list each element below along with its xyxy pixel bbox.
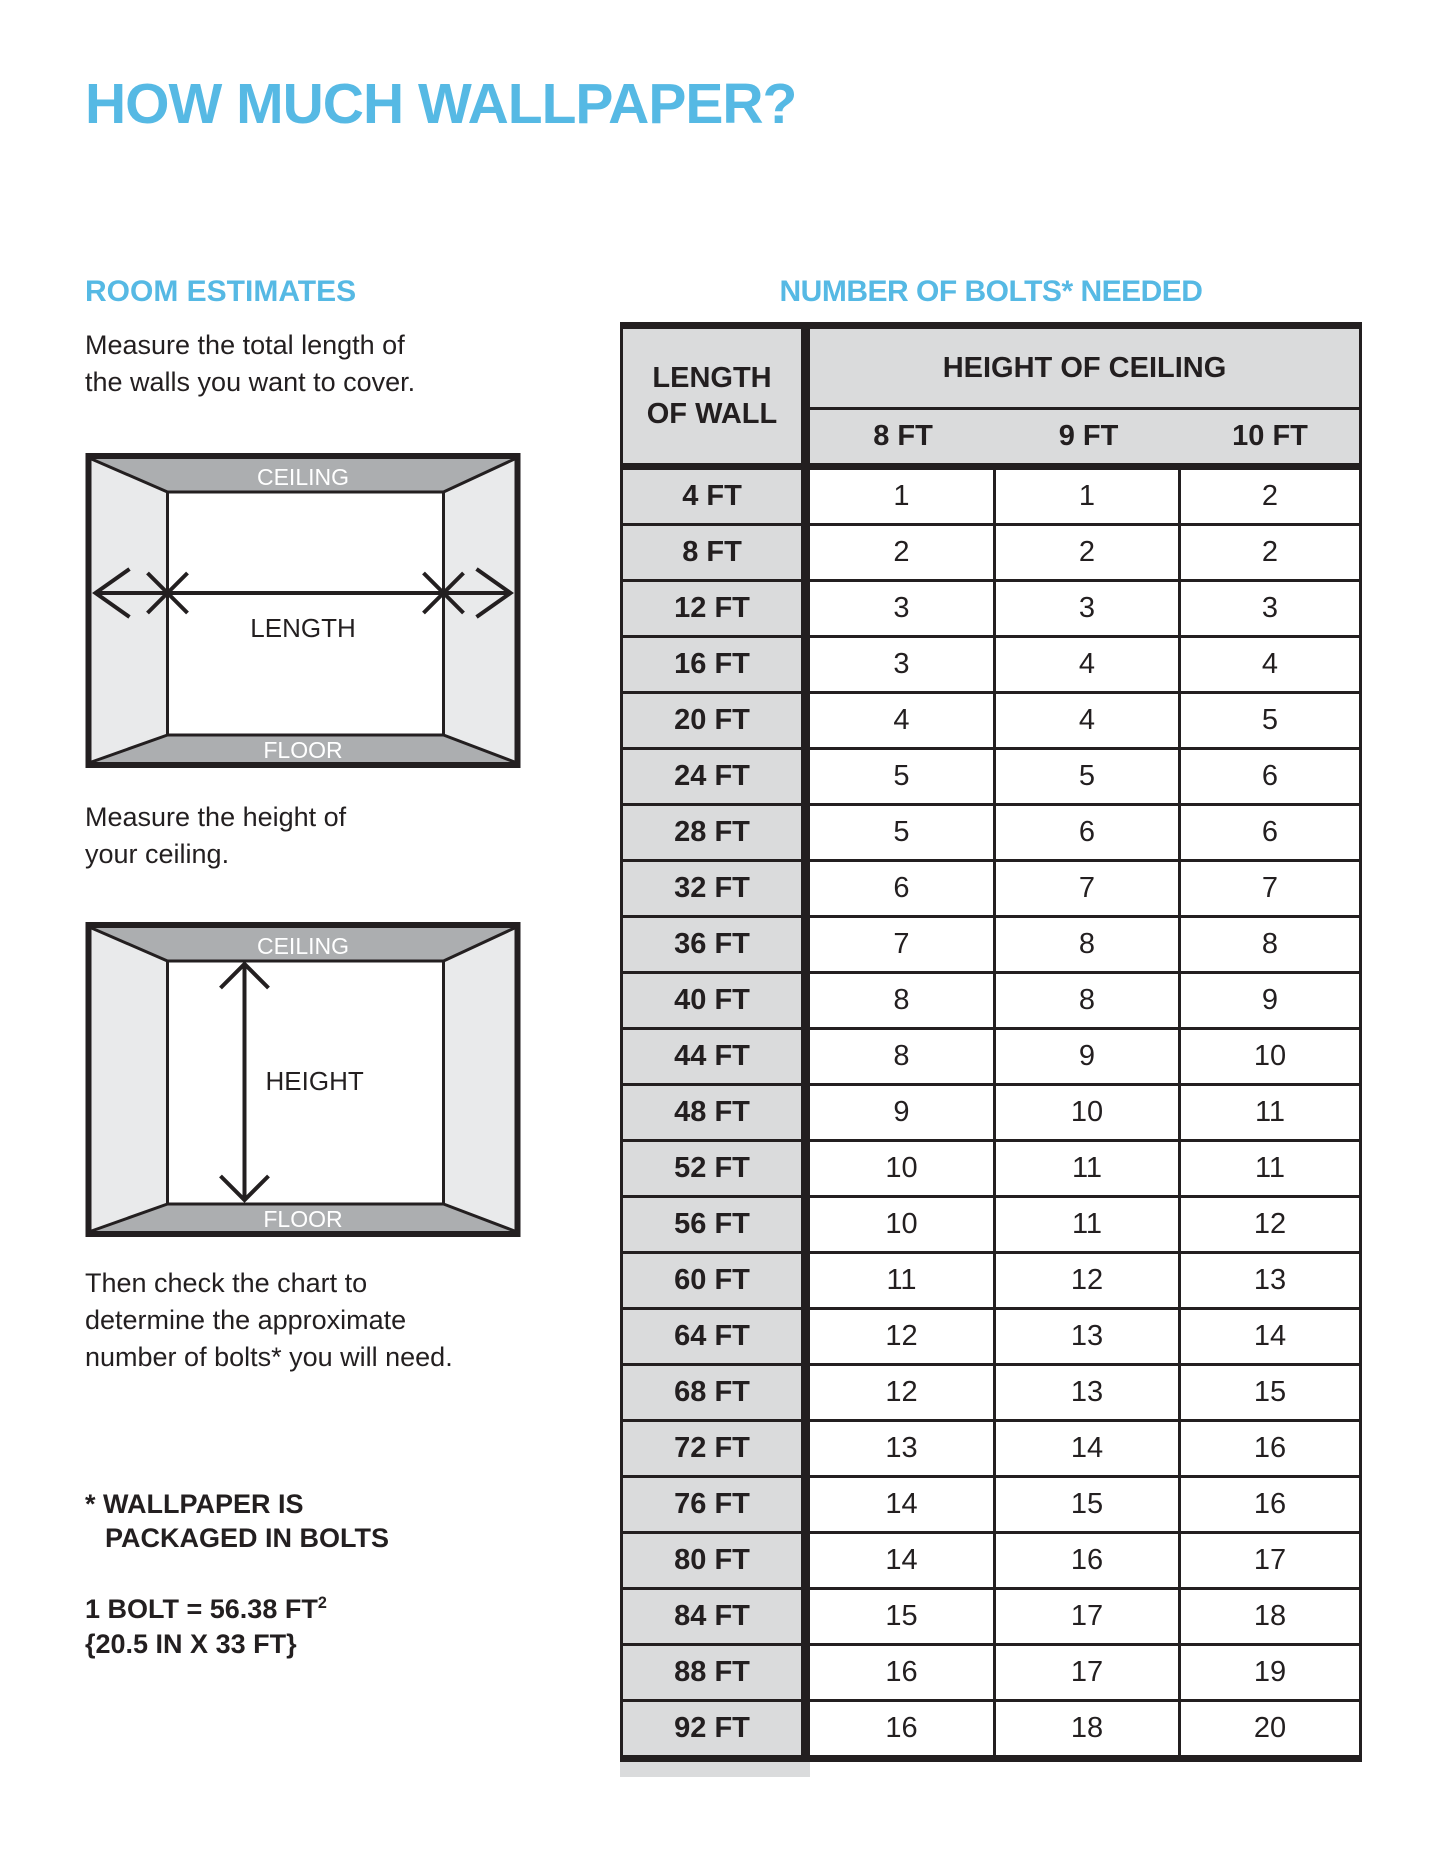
table-top-border	[620, 322, 1362, 329]
bolt-count-cell: 14	[996, 1422, 1181, 1475]
bolt-count-cell: 7	[1181, 862, 1362, 915]
bolt-count-cell: 13	[810, 1422, 996, 1475]
row-label: 56 FT	[620, 1198, 810, 1251]
bolt-count-cell: 14	[810, 1534, 996, 1587]
bolt-count-cell: 16	[1181, 1422, 1362, 1475]
row-label: 84 FT	[620, 1590, 810, 1643]
table-row	[620, 1590, 1362, 1646]
ceiling-height-header-group	[810, 329, 1362, 463]
col-header-10ft: 10 FT	[1232, 420, 1308, 452]
table-row	[620, 1310, 1362, 1366]
text-line: {20.5 IN X 33 FT}	[85, 1629, 297, 1659]
bolt-count-cell: 15	[1181, 1366, 1362, 1419]
bolts-table-rows	[620, 470, 1362, 1755]
bolt-count-cell: 15	[996, 1478, 1181, 1531]
bolt-count-cell: 12	[810, 1366, 996, 1419]
right-wall-plane	[444, 928, 515, 1231]
bolt-count-cell: 11	[1181, 1086, 1362, 1139]
measure-height-text	[85, 799, 346, 873]
text-line: Measure the total length of	[85, 330, 405, 360]
bolt-count-cell: 12	[1181, 1198, 1362, 1251]
row-label: 76 FT	[620, 1478, 810, 1531]
header-bottom-border	[620, 463, 1362, 470]
bolt-count-cell: 19	[1181, 1646, 1362, 1699]
bolt-count-cell: 13	[1181, 1254, 1362, 1307]
table-row	[620, 918, 1362, 974]
table-row	[620, 582, 1362, 638]
first-column-overhang	[620, 1762, 810, 1777]
bolt-count-cell: 5	[996, 750, 1181, 803]
header-line: OF WALL	[646, 398, 778, 430]
table-row	[620, 526, 1362, 582]
text-line: 1 BOLT = 56.38 $FT^2$	[85, 1594, 327, 1624]
bolt-spec	[85, 1586, 327, 1662]
table-row	[620, 638, 1362, 694]
row-label: 24 FT	[620, 750, 810, 803]
bolt-count-cell: 3	[996, 582, 1181, 635]
bolt-count-cell: 18	[996, 1702, 1181, 1755]
table-row	[620, 1142, 1362, 1198]
text-line: your ceiling.	[85, 839, 230, 869]
bolt-count-cell: 5	[810, 750, 996, 803]
bolt-count-cell: 8	[810, 974, 996, 1027]
col-header-8ft: 8 FT	[873, 420, 933, 452]
table-row	[620, 1646, 1362, 1702]
table-row	[620, 1030, 1362, 1086]
bolt-count-cell: 8	[996, 918, 1181, 971]
left-wall-plane	[92, 928, 168, 1231]
bolt-count-cell: 12	[996, 1254, 1181, 1307]
bolt-count-cell: 11	[1181, 1142, 1362, 1195]
bolt-count-cell: 10	[996, 1086, 1181, 1139]
bolt-count-cell: 3	[1181, 582, 1362, 635]
bolt-count-cell: 14	[1181, 1310, 1362, 1363]
bolt-count-cell: 11	[996, 1142, 1181, 1195]
bolt-count-cell: 7	[810, 918, 996, 971]
bolt-count-cell: 14	[810, 1478, 996, 1531]
table-row	[620, 470, 1362, 526]
row-label: 32 FT	[620, 862, 810, 915]
bolt-count-cell: 2	[996, 526, 1181, 579]
row-label: 60 FT	[620, 1254, 810, 1307]
table-row	[620, 1422, 1362, 1478]
room-estimates-heading: ROOM ESTIMATES	[85, 275, 357, 308]
row-label: 64 FT	[620, 1310, 810, 1363]
length-of-wall-header	[620, 329, 810, 463]
table-row	[620, 1198, 1362, 1254]
bolt-count-cell: 8	[996, 974, 1181, 1027]
bolt-count-cell: 10	[810, 1198, 996, 1251]
bolt-count-cell: 6	[1181, 806, 1362, 859]
bolt-count-cell: 4	[996, 694, 1181, 747]
row-label: 48 FT	[620, 1086, 810, 1139]
room-height-diagram	[85, 922, 521, 1237]
table-row	[620, 694, 1362, 750]
row-label: 72 FT	[620, 1422, 810, 1475]
text-line: number of bolts* you will need.	[85, 1342, 453, 1372]
table-header	[620, 329, 1362, 463]
bolt-count-cell: 11	[996, 1198, 1181, 1251]
room-length-diagram	[85, 453, 521, 768]
bolt-count-cell: 4	[810, 694, 996, 747]
ceiling-height-columns	[810, 410, 1362, 463]
col-header-9ft: 9 FT	[1058, 420, 1119, 452]
bolt-count-cell: 2	[1181, 526, 1362, 579]
table-row	[620, 1534, 1362, 1590]
height-label: HEIGHT	[265, 1066, 364, 1096]
bolt-count-cell: 8	[1181, 918, 1362, 971]
row-label: 44 FT	[620, 1030, 810, 1083]
bolt-count-cell: 8	[810, 1030, 996, 1083]
page-title: HOW MUCH WALLPAPER?	[85, 72, 797, 136]
bolt-count-cell: 1	[996, 470, 1181, 523]
ceiling-label: CEILING	[256, 464, 350, 490]
table-row	[620, 1254, 1362, 1310]
bolt-count-cell: 5	[1181, 694, 1362, 747]
row-label: 52 FT	[620, 1142, 810, 1195]
bolt-count-cell: 4	[1181, 638, 1362, 691]
row-label: 68 FT	[620, 1366, 810, 1419]
bolts-table	[620, 322, 1362, 1777]
bolt-count-cell: 16	[1181, 1478, 1362, 1531]
table-row	[620, 1086, 1362, 1142]
bolt-count-cell: 20	[1181, 1702, 1362, 1755]
superscript-2: 2	[317, 1594, 327, 1612]
row-label: 88 FT	[620, 1646, 810, 1699]
header-line: LENGTH	[652, 362, 772, 394]
table-bottom-border	[620, 1755, 1362, 1762]
height-of-ceiling-header: HEIGHT OF CEILING	[810, 329, 1362, 407]
bolt-count-cell: 10	[1181, 1030, 1362, 1083]
bolt-count-cell: 9	[996, 1030, 1181, 1083]
row-label: 28 FT	[620, 806, 810, 859]
ceiling-label: CEILING	[256, 933, 350, 959]
text-line: * WALLPAPER IS	[85, 1489, 304, 1519]
text-line: the walls you want to cover.	[85, 367, 416, 397]
bolt-count-cell: 2	[1181, 470, 1362, 523]
row-label: 36 FT	[620, 918, 810, 971]
text-line: Measure the height of	[85, 802, 347, 832]
row-label: 20 FT	[620, 694, 810, 747]
bolt-count-cell: 17	[996, 1590, 1181, 1643]
bolt-count-cell: 13	[996, 1366, 1181, 1419]
bolt-count-cell: 18	[1181, 1590, 1362, 1643]
left-wall-plane	[92, 459, 168, 762]
bolt-count-cell: 1	[810, 470, 996, 523]
text-line: PACKAGED IN BOLTS	[105, 1523, 390, 1553]
check-chart-text	[85, 1265, 453, 1376]
right-wall-plane	[444, 459, 515, 762]
bolt-count-cell: 6	[810, 862, 996, 915]
bolt-count-cell: 17	[1181, 1534, 1362, 1587]
bolt-count-cell: 12	[810, 1310, 996, 1363]
row-label: 4 FT	[620, 470, 810, 523]
bolt-count-cell: 9	[1181, 974, 1362, 1027]
bolt-count-cell: 4	[996, 638, 1181, 691]
row-label: 8 FT	[620, 526, 810, 579]
bolt-count-cell: 15	[810, 1590, 996, 1643]
bolts-needed-heading: NUMBER OF BOLTS* NEEDED	[779, 275, 1203, 308]
bolt-count-cell: 13	[996, 1310, 1181, 1363]
bolt-count-cell: 3	[810, 582, 996, 635]
bolt-count-cell: 16	[996, 1534, 1181, 1587]
length-label: LENGTH	[250, 613, 356, 643]
table-row	[620, 806, 1362, 862]
bolt-count-cell: 16	[810, 1646, 996, 1699]
bolt-count-cell: 16	[810, 1702, 996, 1755]
bolt-count-cell: 10	[810, 1142, 996, 1195]
floor-label: FLOOR	[263, 737, 343, 763]
row-label: 40 FT	[620, 974, 810, 1027]
bolt-count-cell: 6	[1181, 750, 1362, 803]
table-row	[620, 1478, 1362, 1534]
row-label: 12 FT	[620, 582, 810, 635]
bolt-count-cell: 9	[810, 1086, 996, 1139]
bolt-count-cell: 5	[810, 806, 996, 859]
table-row	[620, 750, 1362, 806]
text-line: Then check the chart to	[85, 1268, 368, 1298]
measure-length-text	[85, 327, 415, 401]
row-label: 92 FT	[620, 1702, 810, 1755]
bolt-count-cell: 2	[810, 526, 996, 579]
row-label: 80 FT	[620, 1534, 810, 1587]
bolt-count-cell: 6	[996, 806, 1181, 859]
table-row	[620, 1366, 1362, 1422]
bolt-count-cell: 17	[996, 1646, 1181, 1699]
text-line: determine the approximate	[85, 1305, 407, 1335]
bolts-footnote	[85, 1487, 389, 1555]
bolt-count-cell: 11	[810, 1254, 996, 1307]
table-row	[620, 1702, 1362, 1755]
bolt-count-cell: 7	[996, 862, 1181, 915]
row-label: 16 FT	[620, 638, 810, 691]
table-row	[620, 862, 1362, 918]
bolt-count-cell: 3	[810, 638, 996, 691]
floor-label: FLOOR	[263, 1206, 343, 1232]
table-row	[620, 974, 1362, 1030]
